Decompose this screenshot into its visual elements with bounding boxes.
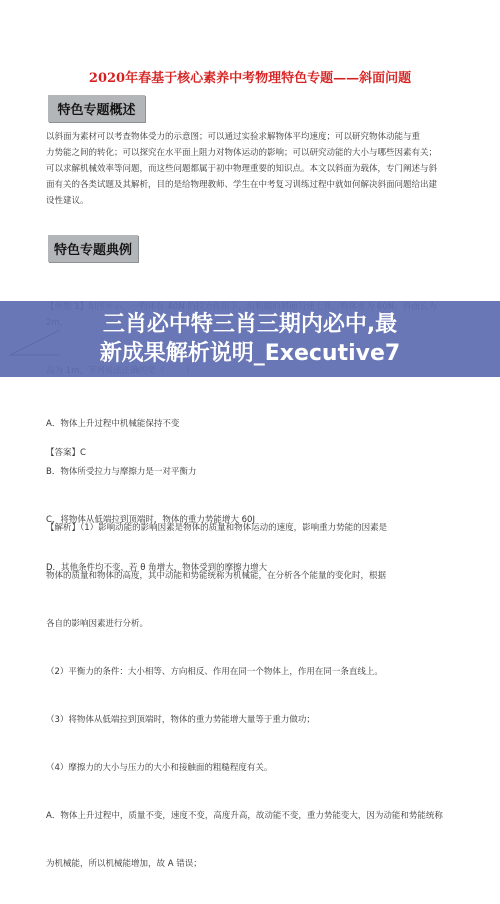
banner-line-1: 三肖必中特三肖三期内必中,最 [102, 312, 398, 337]
analysis-line: A．物体上升过程中，质量不变，速度不变，高度升高，故动能不变，重力势能变大，因为动能和势能统称 [46, 811, 443, 821]
overview-paragraph: 以斜面为素材可以考查物体受力的示意图；可以通过实验求解物体平均速度；可以研究物体动能与重 力势能之间的转化；可以探究在水平面上阻力对物体运动的影响；可以研究动能的大小与哪些因素有关； 可以求解机械效率等问题，而这些问题都属于初中物理重要的知识点。本文以斜面为载体，专门阐述与斜 面有关的各类试题及其解析，目的是给物理教师、学生在中考复习训练过程中就如何解决斜面问题给出建 设性建议。 [46, 132, 438, 206]
analysis-line: 各自的影响因素进行分析。 [46, 619, 149, 629]
document-title: 2020年春基于核心素养中考物理特色专题——斜面问题 [88, 71, 412, 86]
analysis-line: （4）摩擦力的大小与压力的大小和接触面的粗糙程度有关。 [46, 763, 273, 773]
analysis-block [46, 488, 458, 904]
option-c: C．将物体从低端拉到顶端时，物体的重力势能增大 60J [46, 515, 255, 525]
answer-line: 【答案】C [46, 448, 86, 458]
option-b: B．物体所受拉力与摩擦力是一对平衡力 [46, 467, 197, 477]
analysis-line: 物体的质量和物体的高度，其中动能和势能统称为机械能，在分析各个能量的变化时，根据 [46, 571, 387, 581]
section-overview-label: 特色专题概述 [48, 95, 145, 122]
banner-line-2: 新成果解析说明_Executive7 [99, 341, 401, 366]
section-examples-label: 特色专题典例 [48, 235, 138, 262]
analysis-line: 为机械能，所以机械能增加，故 A 错误； [46, 859, 202, 869]
option-d: D．其他条件均不变，若 θ 角增大，物体受到的摩擦力增大 [46, 563, 268, 573]
analysis-line: （3）将物体从低端拉到顶端时，物体的重力势能增大量等于重力做功； [46, 715, 315, 725]
analysis-line: 【解析】（1）影响动能的影响因素是物体的质量和物体运动的速度，影响重力势能的因素是 [46, 523, 388, 533]
option-a: A．物体上升过程中机械能保持不变 [46, 419, 180, 429]
overlay-banner-text[interactable] [0, 310, 500, 368]
analysis-line: （2）平衡力的条件：大小相等、方向相反、作用在同一个物体上，作用在同一条直线上。 [46, 667, 383, 677]
